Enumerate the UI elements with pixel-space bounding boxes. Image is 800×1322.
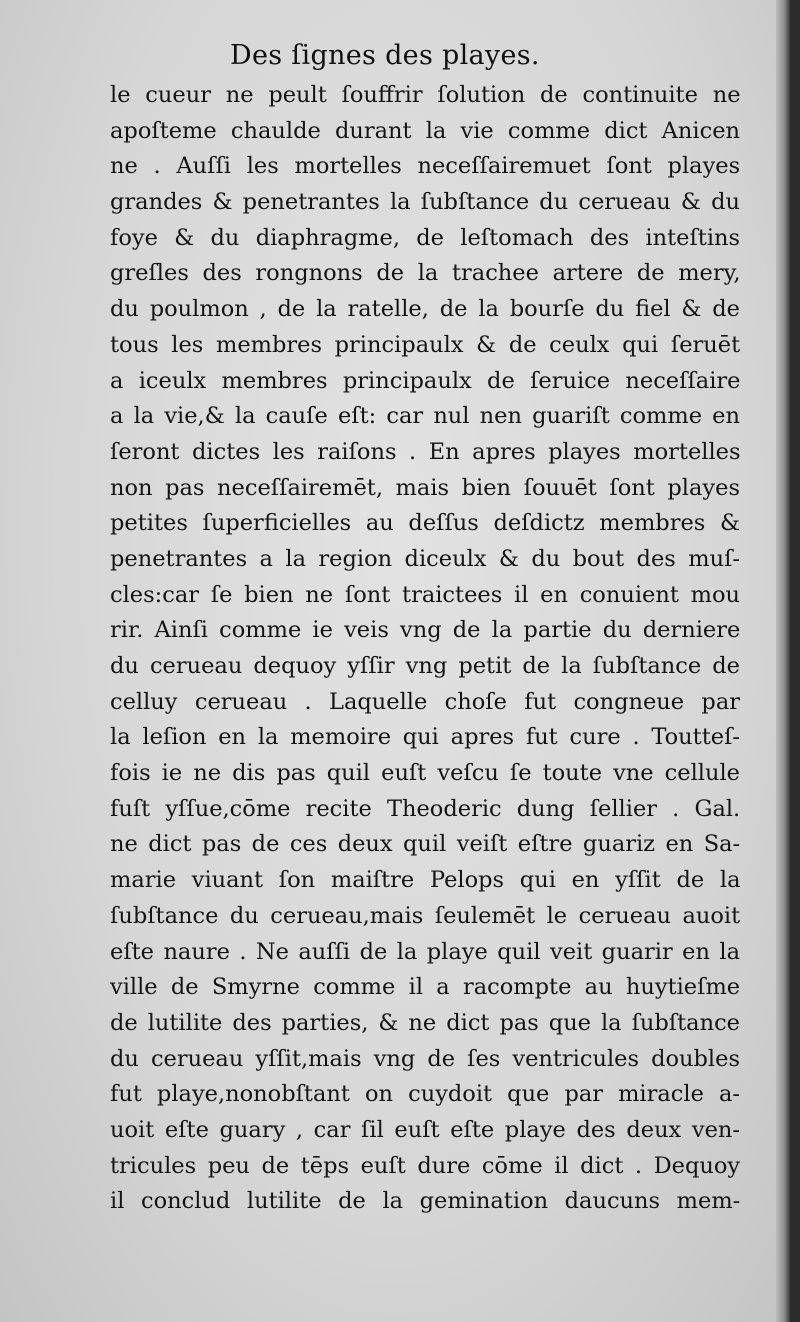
text-line: marie viuant ſon maiſtre Pelops qui en yſſit de la xyxy=(110,867,741,894)
text-line: grandes & penetrantes la ſubſtance du cerueau & du xyxy=(110,189,740,216)
text-line: cles:car ſe bien ne ſont traictees il en conuient mou xyxy=(110,581,740,608)
text-line: du poulmon , de la ratelle, de la bourſe du fiel & de xyxy=(110,296,740,323)
text-line: de lutilite des parties, & ne dict pas que la ſubſtance xyxy=(110,1009,740,1036)
text-line: du cerueau yſſit,mais vng de ſes ventricules doubles xyxy=(110,1045,740,1072)
text-line: greſles des rongnons de la trachee artere de mery, xyxy=(110,260,741,287)
text-line: ne . Auſſi les mortelles neceſſairemuet ſont playes xyxy=(110,153,741,180)
text-line: ne dict pas de ces deux quil veiſt eſtre guariz en Sa- xyxy=(110,831,741,858)
text-line: la leſion en la memoire qui apres fut cure . Toutteſ- xyxy=(110,724,740,751)
text-line: eſte naure . Ne auſſi de la playe quil veit guarir en la xyxy=(110,938,740,965)
page-edge xyxy=(776,0,790,1322)
text-line: rir. Ainſi comme ie veis vng de la partie du derniere xyxy=(110,617,741,644)
running-header: Des ſignes des playes. xyxy=(230,40,540,71)
text-line: penetrantes a la region diceulx & du bout des muſ- xyxy=(110,545,740,572)
text-block xyxy=(110,78,740,1220)
text-line: fut playe,nonobſtant on cuydoit que par miracle a- xyxy=(110,1081,740,1108)
text-line: ſeront dictes les raiſons . En apres playes mortelles xyxy=(110,438,741,465)
text-line: a la vie,& la cauſe eſt: car nul nen guariſt comme en xyxy=(110,403,740,430)
text-line: il conclud lutilite de la gemination daucuns mem- xyxy=(110,1188,741,1215)
text-line: tricules peu de tēps euſt dure cōme il dict . Dequoy xyxy=(110,1152,741,1179)
text-line: du cerueau dequoy yſſir vng petit de la ſubſtance de xyxy=(110,653,740,679)
text-line: a iceulx membres principaulx de ſeruice neceſſaire xyxy=(110,367,741,394)
text-line: apoſteme chaulde durant la vie comme dict Anicen xyxy=(110,117,740,144)
text-line: petites ſuperficielles au deſſus deſdictz membres & xyxy=(110,510,740,537)
text-line: tous les membres principaulx & de ceulx qui ſeruēt xyxy=(110,331,741,358)
text-line: celluy cerueau . Laquelle choſe fut congneue par xyxy=(110,688,740,715)
text-line: non pas neceſſairemēt, mais bien ſouuēt ſont playes xyxy=(110,474,740,501)
text-line: foye & du diaphragme, de leſtomach des inteſtins xyxy=(110,224,741,251)
text-line: le cueur ne peult ſouffrir ſolution de continuite ne xyxy=(110,82,741,108)
text-line: ville de Smyrne comme il a racompte au huytieſme xyxy=(110,974,741,1001)
text-line: uoit eſte guary , car ſil euſt eſte playe des deux ven- xyxy=(110,1116,740,1143)
text-line: fois ie ne dis pas quil euſt veſcu ſe toute vne cellule xyxy=(110,760,740,787)
text-line: fuſt yſſue,cōme recite Theoderic dung ſellier . Gal. xyxy=(110,795,741,822)
text-line: ſubſtance du cerueau,mais ſeulemēt le cerueau auoit xyxy=(110,902,741,929)
